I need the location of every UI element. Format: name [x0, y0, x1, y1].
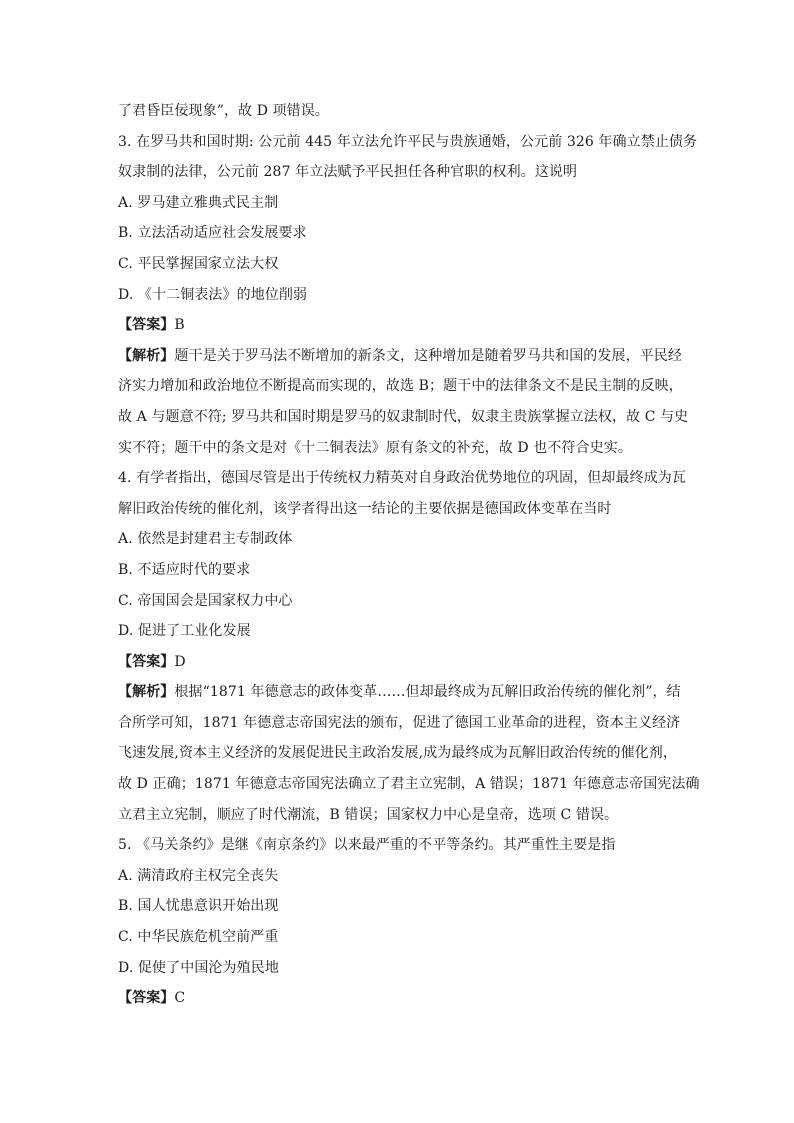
answer-line [118, 647, 678, 678]
option-line: C. 中华民族危机空前严重 [118, 929, 279, 946]
option-line: B. 国人忧患意识开始出现 [118, 898, 279, 915]
analysis-tag: 【解析】 [118, 684, 175, 701]
text-line: 4. 有学者指出，德国尽管是出于传统权力精英对自身政治优势地位的巩固，但却最终成为瓦 [118, 470, 687, 487]
option-line: D. 促使了中国沦为殖民地 [118, 959, 279, 976]
line-text: 根据“1871 年德意志的政体变革……但却最终成为瓦解旧政治传统的催化剂”，结 [174, 684, 681, 701]
text-line: 故 A 与题意不符; 罗马共和国时期是罗马的奴隶制时代，奴隶主贵族掌握立法权，故 C 与史 [118, 408, 689, 425]
text-line: 故 D 正确；1871 年德意志帝国宪法确立了君主立宪制，A 错误；1871 年德意志帝国宪法确 [118, 776, 700, 793]
text-line: 合所学可知，1871 年德意志帝国宪法的颁布，促进了德国工业革命的进程，资本主义经济 [118, 714, 681, 731]
option-line: D. 《十二铜表法》的地位削弱 [118, 286, 308, 303]
text-line: 3. 在罗马共和国时期: 公元前 445 年立法允许平民与贵族通婚，公元前 326 年确立禁止债务 [118, 133, 698, 150]
text-line: 了君昏臣佞现象”，故 D 项错误。 [118, 103, 329, 119]
option-line: A. 罗马建立雅典式民主制 [118, 194, 279, 211]
line-text: 题干是关于罗马法不断增加的新条文，这种增加是随着罗马共和国的发展，平民经 [174, 347, 683, 364]
line-text: C [174, 990, 186, 1007]
text-line: 飞速发展,资本主义经济的发展促进民主政治发展,成为最终成为瓦解旧政治传统的催化剂， [118, 745, 677, 762]
option-line: A. 依然是封建君主专制政体 [118, 531, 293, 548]
text-line: 奴隶制的法律，公元前 287 年立法赋予平民担任各种官职的权利。这说明 [118, 164, 578, 181]
answer-line [118, 310, 678, 341]
text-line: 立君主立宪制，顺应了时代潮流，B 错误；国家权力中心是皇帝，选项 C 错误。 [118, 806, 619, 823]
option-line: C. 帝国国会是国家权力中心 [118, 592, 293, 609]
text-line: 济实力增加和政治地位不断提高而实现的，故选 B；题干中的法律条文不是民主制的反映， [118, 378, 683, 395]
text-line: 5. 《马关条约》是继《南京条约》以来最严重的不平等条约。其严重性主要是指 [118, 837, 616, 854]
analysis-tag: 【解析】 [118, 347, 175, 364]
line-text: D [174, 653, 186, 670]
option-line: B. 立法活动适应社会发展要求 [118, 225, 307, 242]
text-line: 解旧政治传统的催化剂，该学者得出这一结论的主要依据是德国政体变革在当时 [118, 500, 612, 517]
answer-tag: 【答案】 [118, 653, 175, 670]
line-text: B [174, 317, 185, 334]
analysis-line [118, 341, 683, 372]
option-line: B. 不适应时代的要求 [118, 561, 251, 578]
analysis-line [118, 677, 681, 708]
option-line: A. 满清政府主权完全丧失 [118, 867, 279, 884]
option-line: D. 促进了工业化发展 [118, 623, 251, 640]
text-line: 实不符；题干中的条文是对《十二铜表法》原有条文的补充，故 D 也不符合史实。 [118, 439, 632, 456]
answer-tag: 【答案】 [118, 317, 175, 334]
answer-tag: 【答案】 [118, 990, 175, 1007]
option-line: C. 平民掌握国家立法大权 [118, 255, 279, 272]
document-body [118, 96, 700, 1014]
answer-line [118, 983, 678, 1014]
